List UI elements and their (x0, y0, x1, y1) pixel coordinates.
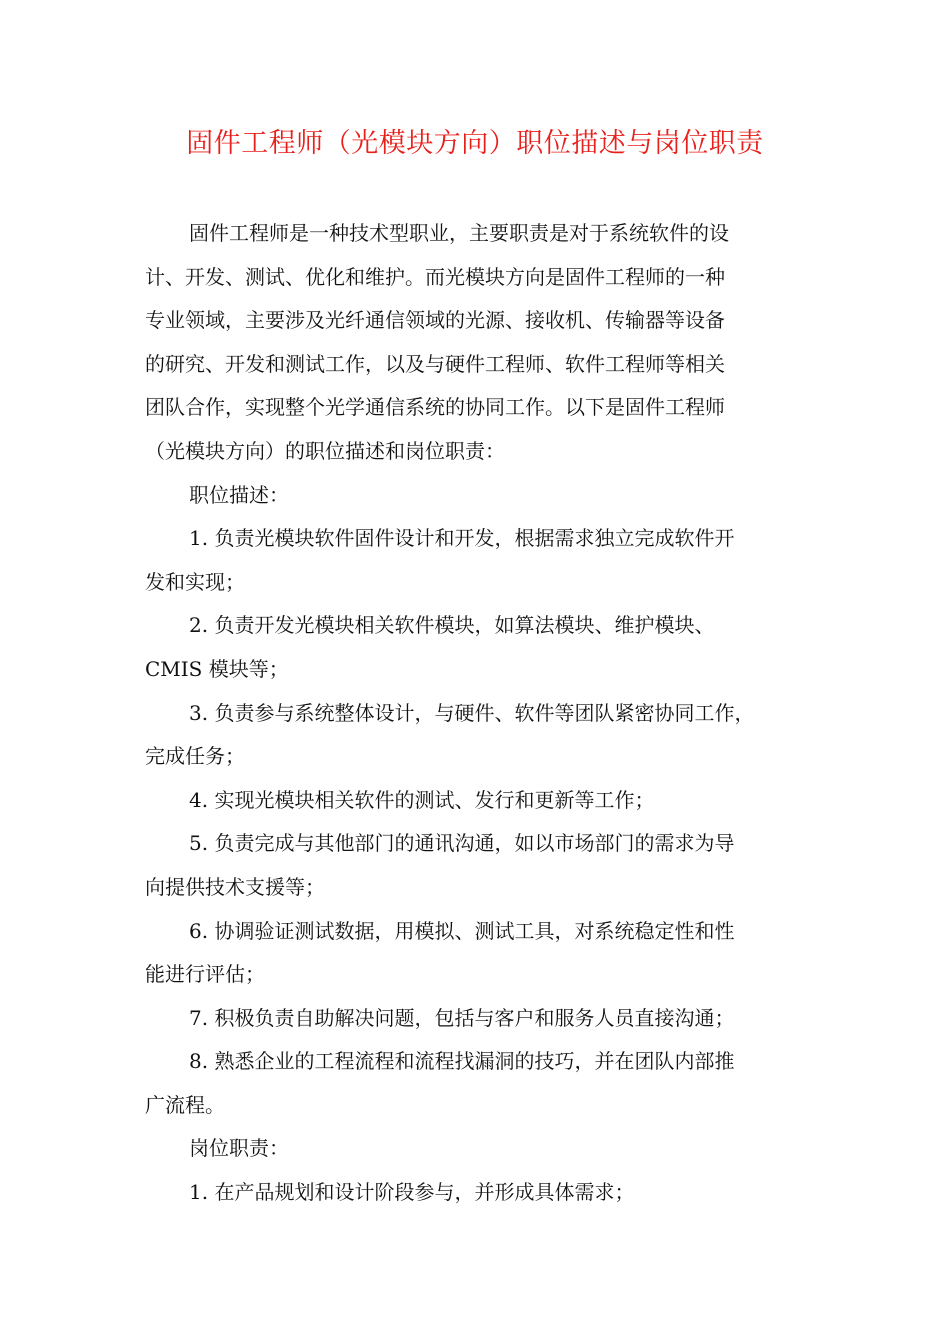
list-item-text: 2. 负责开发光模块相关软件模块，如算法模块、维护模块、 (189, 613, 715, 638)
list-item-text: 3. 负责参与系统整体设计，与硬件、软件等团队紧密协同工作， (189, 700, 755, 725)
list-item-text: 1. 负责光模块软件固件设计和开发，根据需求独立完成软件开 (189, 526, 735, 551)
intro-line: （光模块方向）的职位描述和岗位职责： (145, 438, 505, 463)
list-item-text: 8. 熟悉企业的工程流程和流程找漏洞的技巧，并在团队内部推 (189, 1049, 735, 1074)
list-item-continuation: 发和实现； (145, 569, 245, 594)
job-description-item (145, 692, 805, 779)
document-body (145, 212, 805, 1215)
list-item-continuation: 完成任务； (145, 744, 245, 769)
job-description-item (145, 822, 805, 909)
job-description-item (145, 604, 805, 691)
document-title: 固件工程师（光模块方向）职位描述与岗位职责 (186, 128, 764, 159)
intro-line: 固件工程师是一种技术型职业，主要职责是对于系统软件的设 (189, 221, 729, 245)
list-item-continuation: 能进行评估； (145, 962, 265, 987)
intro-line: 的研究、开发和测试工作，以及与硬件工程师、软件工程师等相关 (145, 351, 725, 376)
list-item-continuation: 向提供技术支援等； (145, 874, 325, 899)
list-item-continuation: 广流程。 (145, 1092, 225, 1117)
job-description-item (145, 1040, 805, 1127)
list-item-text: 7. 积极负责自助解决问题，包括与客户和服务人员直接沟通； (189, 1005, 735, 1030)
intro-line: 专业领域，主要涉及光纤通信领域的光源、接收机、传输器等设备 (145, 308, 725, 333)
list-item-continuation: CMIS 模块等； (145, 656, 289, 681)
job-description-item (145, 517, 805, 604)
responsibility-item (145, 1171, 805, 1215)
job-description-item (145, 910, 805, 997)
responsibilities-heading: 岗位职责： (189, 1136, 289, 1161)
job-description-item (145, 779, 805, 823)
job-description-heading: 职位描述： (189, 482, 289, 507)
list-item-text: 4. 实现光模块相关软件的测试、发行和更新等工作； (189, 787, 655, 812)
list-item-text: 5. 负责完成与其他部门的通讯沟通，如以市场部门的需求为导 (189, 831, 735, 856)
list-item-text: 6. 协调验证测试数据，用模拟、测试工具，对系统稳定性和性 (189, 918, 735, 943)
list-item-text: 1. 在产品规划和设计阶段参与，并形成具体需求； (189, 1180, 635, 1205)
intro-line: 计、开发、测试、优化和维护。而光模块方向是固件工程师的一种 (145, 264, 725, 289)
intro-line: 团队合作，实现整个光学通信系统的协同工作。以下是固件工程师 (145, 395, 725, 420)
intro-paragraph (145, 212, 805, 474)
job-description-item (145, 997, 805, 1041)
